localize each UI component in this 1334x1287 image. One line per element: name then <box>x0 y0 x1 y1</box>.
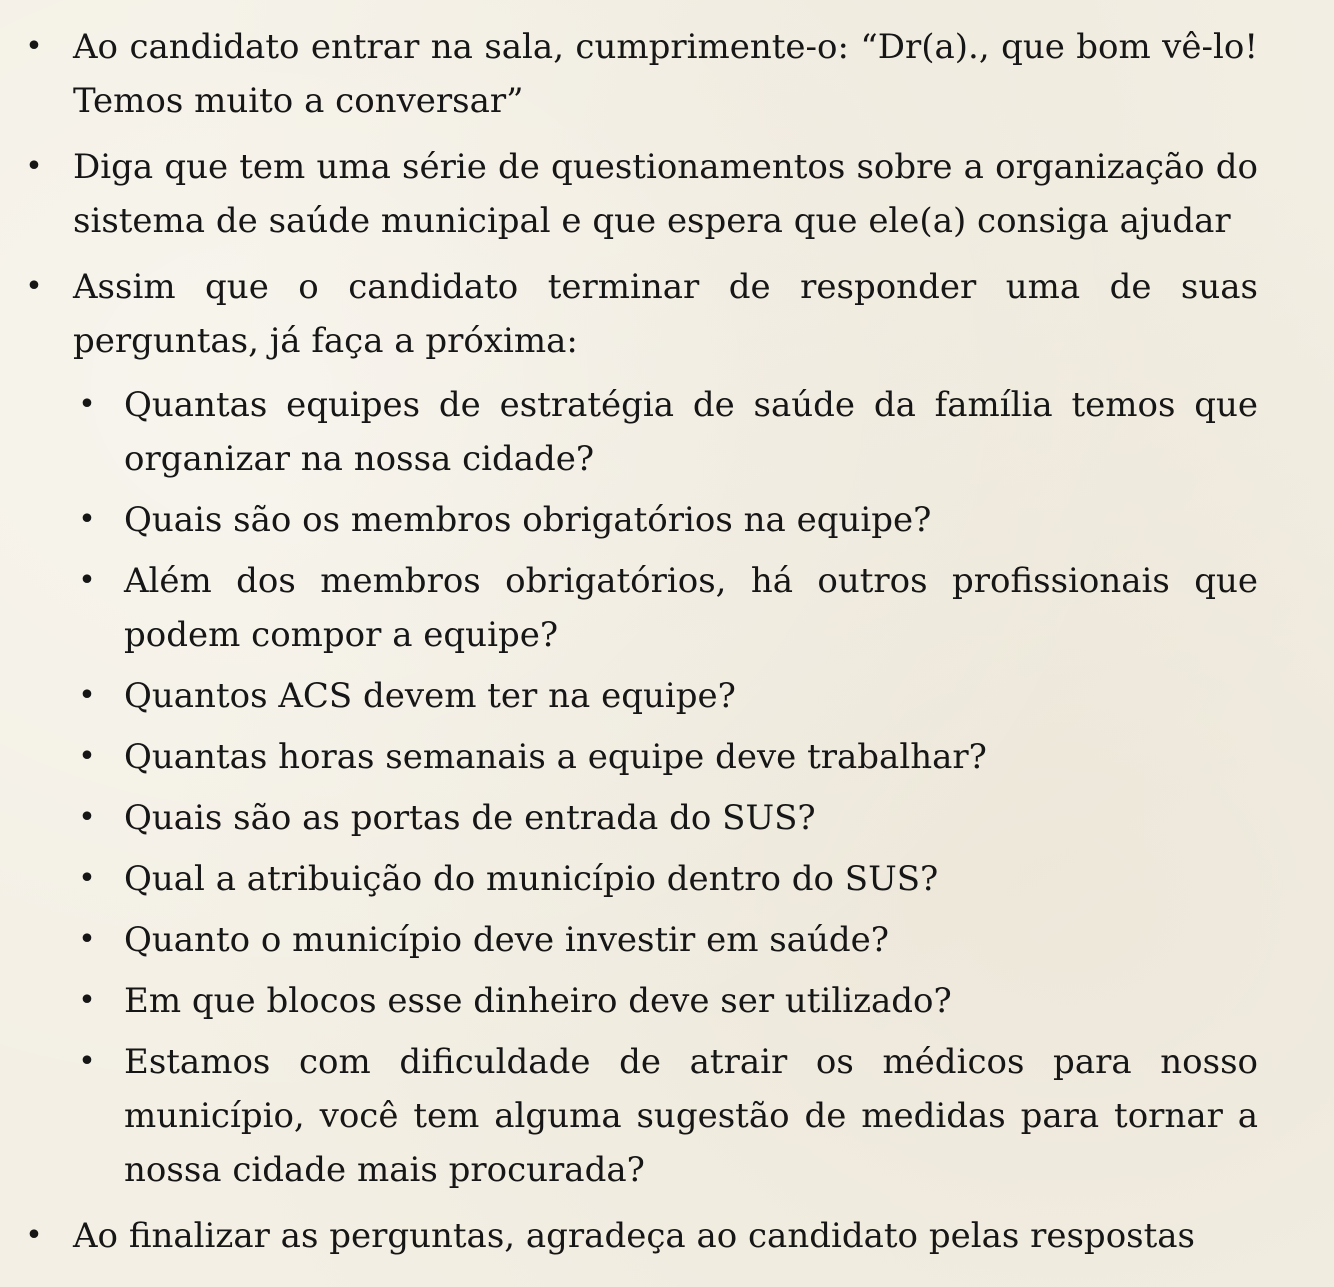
question-text: Quanto o município deve investir em saúde? <box>124 920 889 960</box>
bullet-icon: • <box>78 861 96 896</box>
question-text: Em que blocos esse dinheiro deve ser utilizado? <box>124 981 952 1021</box>
question-item <box>73 554 1258 662</box>
question-text: Quais são as portas de entrada do SUS? <box>124 798 816 838</box>
question-item <box>73 974 1258 1028</box>
list-item <box>0 1209 1334 1263</box>
question-list <box>73 378 1258 1197</box>
question-text: Quantas equipes de estratégia de saúde da família temos que organizar na nossa cidade? <box>124 385 1258 479</box>
question-item <box>73 852 1258 906</box>
instruction-questions-intro: Diga que tem uma série de questionamentos sobre a organização do sistema de saúde municipal e que espera que ele(a) consiga ajudar <box>73 147 1258 241</box>
question-item <box>73 791 1258 845</box>
question-text: Além dos membros obrigatórios, há outros profissionais que podem compor a equipe? <box>124 561 1258 655</box>
question-text: Quantos ACS devem ter na equipe? <box>124 676 736 716</box>
question-item <box>73 730 1258 784</box>
bullet-icon: • <box>25 1218 43 1253</box>
question-item <box>73 913 1258 967</box>
question-text: Qual a atribuição do município dentro do SUS? <box>124 859 939 899</box>
question-item <box>73 669 1258 723</box>
list-item <box>0 140 1334 248</box>
bullet-icon: • <box>78 922 96 957</box>
bullet-icon: • <box>78 387 96 422</box>
bullet-icon: • <box>25 29 43 64</box>
bullet-icon: • <box>78 983 96 1018</box>
instruction-next-question: Assim que o candidato terminar de responder uma de suas perguntas, já faça a próxima: <box>73 267 1258 361</box>
bullet-icon: • <box>25 149 43 184</box>
list-item <box>0 20 1334 128</box>
bullet-icon: • <box>78 800 96 835</box>
bullet-icon: • <box>78 1044 96 1079</box>
bullet-icon: • <box>78 502 96 537</box>
instruction-greeting: Ao candidato entrar na sala, cumprimente-o: “Dr(a)., que bom vê-lo! Temos muito a conversar” <box>73 27 1258 121</box>
bullet-icon: • <box>78 563 96 598</box>
document-page <box>0 20 1334 1275</box>
instruction-thanks: Ao finalizar as perguntas, agradeça ao candidato pelas respostas <box>73 1216 1195 1256</box>
instruction-list <box>0 20 1334 1263</box>
bullet-icon: • <box>78 678 96 713</box>
list-item <box>0 260 1334 1197</box>
bullet-icon: • <box>25 269 43 304</box>
question-item <box>73 1035 1258 1197</box>
question-item <box>73 378 1258 486</box>
question-text: Quais são os membros obrigatórios na equipe? <box>124 500 932 540</box>
question-text: Estamos com dificuldade de atrair os médicos para nosso município, você tem alguma sugestão de medidas para tornar a nossa cidade mais procurada? <box>124 1042 1258 1190</box>
question-item <box>73 493 1258 547</box>
bullet-icon: • <box>78 739 96 774</box>
question-text: Quantas horas semanais a equipe deve trabalhar? <box>124 737 987 777</box>
